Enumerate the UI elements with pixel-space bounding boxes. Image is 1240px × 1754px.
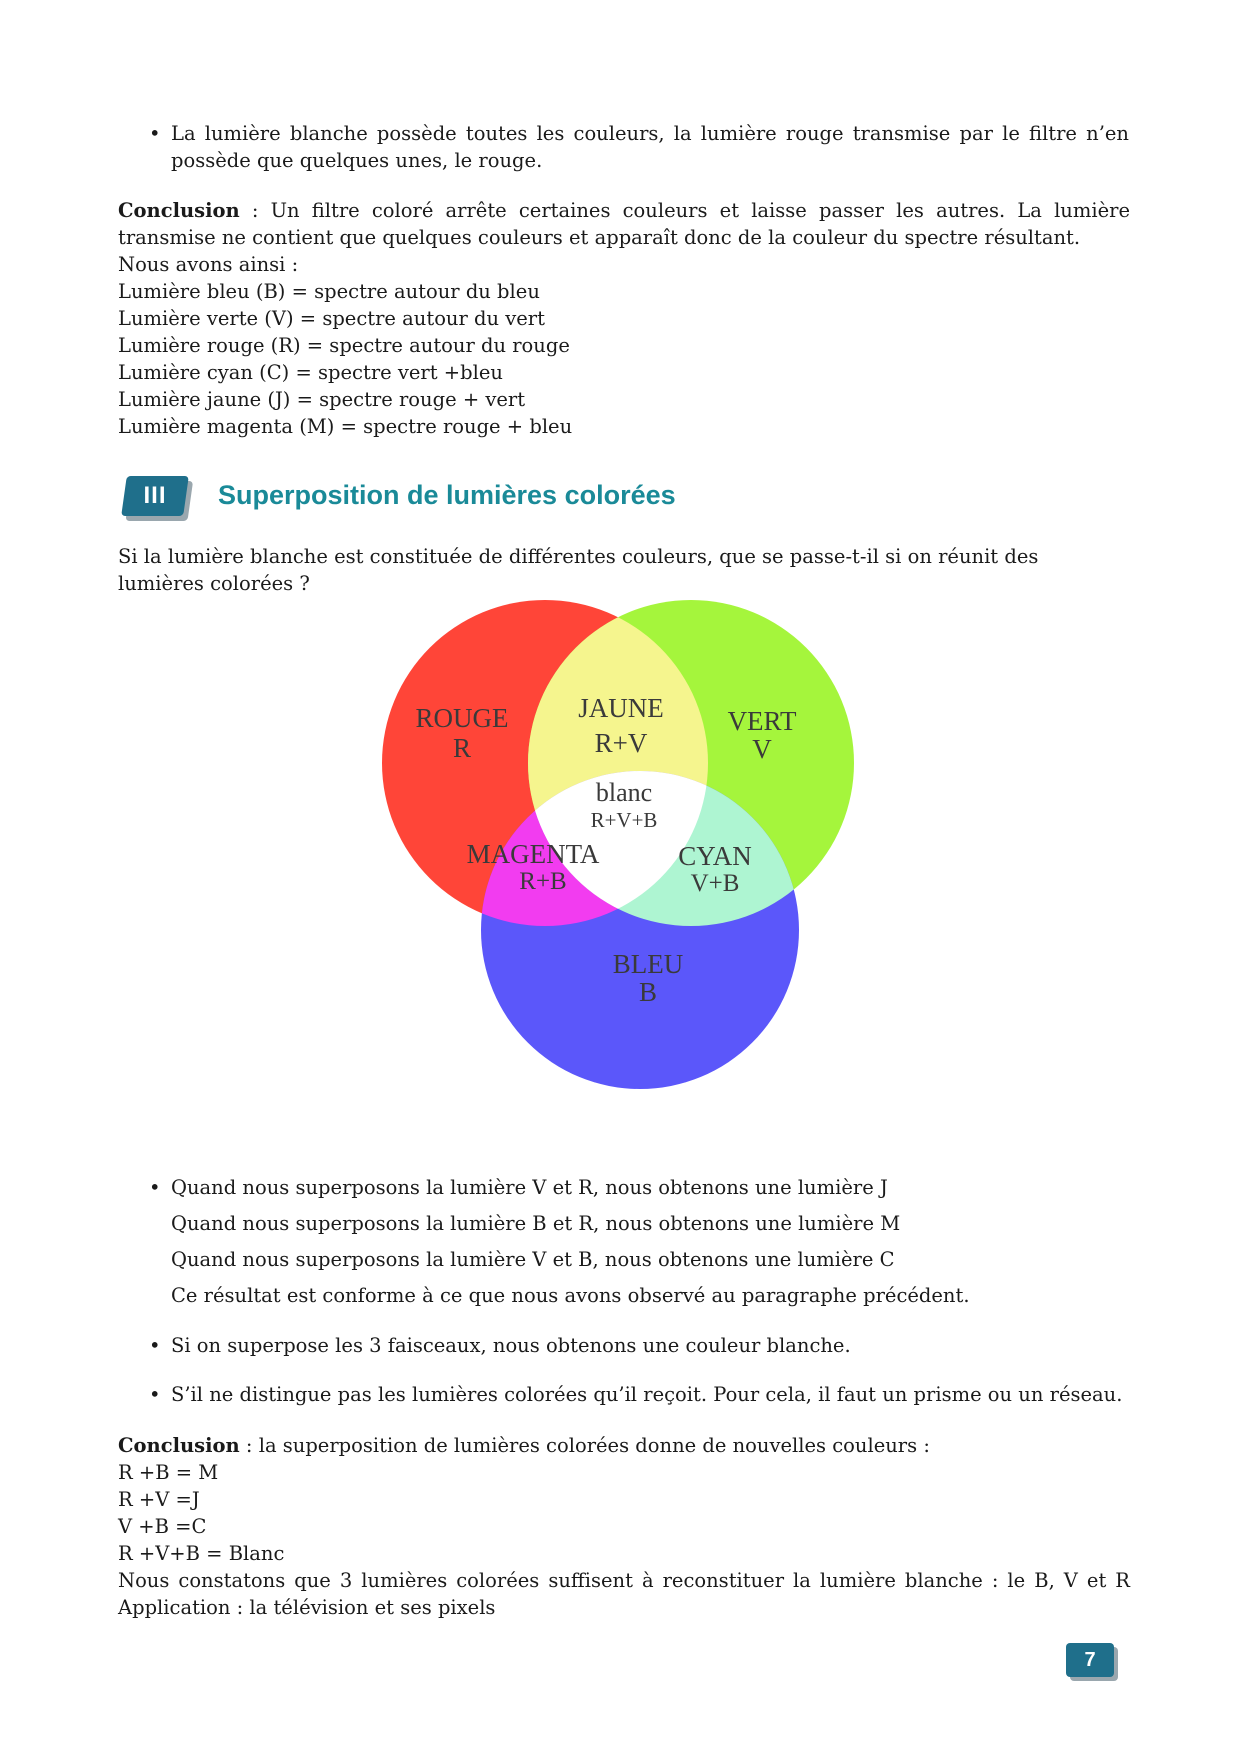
conclusion-2-label: Conclusion [118, 1434, 240, 1457]
results-lines [171, 1170, 1129, 1314]
conclusion-2-text: : la superposition de lumières colorées donne de nouvelles couleurs : [239, 1434, 930, 1457]
question-paragraph: Si la lumière blanche est constituée de différentes couleurs, que se passe-t-il si on réunit des lumières colorées ? [118, 545, 1039, 595]
bullet-dot: • [149, 122, 161, 145]
conclusion-1-line: Lumière verte (V) = spectre autour du vert [118, 307, 545, 330]
bullet-2 [149, 1332, 1129, 1359]
conclusion-2-paragraph [118, 1432, 1130, 1459]
label-vert: VERT [727, 706, 797, 736]
label-magenta: MAGENTA [466, 839, 600, 869]
page-number: 7 [1084, 1649, 1096, 1671]
conclusion-1-text: : Un filtre coloré arrête certaines couleurs et laisse passer les autres. La lumière transmise ne contient que quelques couleurs et apparaît donc de la couleur du spectre résultant. [118, 199, 1130, 249]
result-line: Quand nous superposons la lumière V et B, nous obtenons une lumière C [171, 1248, 895, 1271]
bullet-dot: • [149, 1176, 161, 1199]
bullet-3 [149, 1381, 1129, 1408]
bullet-2-text: Si on superpose les 3 faisceaux, nous obtenons une couleur blanche. [171, 1334, 851, 1357]
label-bleu-sub: B [638, 977, 658, 1007]
label-rouge: ROUGE [415, 703, 509, 733]
bullet-3-text: S’il ne distingue pas les lumières colorées qu’il reçoit. Pour cela, il faut un prisme ou un réseau. [171, 1383, 1123, 1406]
intro-bullet-text: La lumière blanche possède toutes les couleurs, la lumière rouge transmise par le filtre n’en possède que quelques unes, le rouge. [171, 122, 1129, 172]
conclusion-1-line: Lumière bleu (B) = spectre autour du bleu [118, 280, 540, 303]
conclusion-2 [118, 1432, 1130, 1621]
label-blanc-sub: R+V+B [590, 808, 658, 832]
label-blanc: blanc [595, 778, 653, 807]
label-jaune-sub: R+V [594, 728, 648, 758]
result-line: Quand nous superposons la lumière V et R, nous obtenons une lumière J [171, 1176, 888, 1199]
label-cyan: CYAN [678, 841, 752, 871]
equation-line: V +B =C [118, 1515, 207, 1538]
section-heading [124, 476, 1024, 524]
label-vert-sub: V [752, 734, 772, 764]
section-title: Superposition de lumières colorées [218, 480, 676, 510]
conclusion-2-final: Nous constatons que 3 lumières colorées suffisent à reconstituer la lumière blanche : le B, V et R Application : la télévision et ses pixels [118, 1569, 1130, 1619]
conclusion-1-line: Lumière jaune (J) = spectre rouge + vert [118, 388, 526, 411]
conclusion-1-line: Nous avons ainsi : [118, 253, 299, 276]
conclusion-1-line: Lumière cyan (C) = spectre vert +bleu [118, 361, 503, 384]
intro-bullet [149, 120, 1129, 174]
equation-line: R +V =J [118, 1488, 200, 1511]
results-bullet [149, 1170, 1129, 1314]
label-jaune: JAUNE [578, 693, 664, 723]
label-rouge-sub: R [452, 733, 472, 763]
bullet-dot: • [149, 1383, 161, 1406]
label-bleu: BLEU [612, 949, 684, 979]
conclusion-1-line: Lumière magenta (M) = spectre rouge + bleu [118, 415, 573, 438]
label-cyan-sub: V+B [690, 870, 740, 897]
conclusion-1-label: Conclusion [118, 199, 240, 222]
result-line: Quand nous superposons la lumière B et R, nous obtenons une lumière M [171, 1212, 901, 1235]
result-line: Ce résultat est conforme à ce que nous avons observé au paragraphe précédent. [171, 1284, 970, 1307]
conclusion-1-line: Lumière rouge (R) = spectre autour du rouge [118, 334, 570, 357]
section-number: III [143, 482, 167, 509]
equation-line: R +V+B = Blanc [118, 1542, 285, 1565]
conclusion-1-paragraph [118, 197, 1130, 251]
conclusion-1 [118, 197, 1130, 440]
equation-line: R +B = M [118, 1461, 219, 1484]
venn-diagram [360, 600, 880, 1100]
label-magenta-sub: R+B [519, 868, 567, 895]
bullet-dot: • [149, 1334, 161, 1357]
